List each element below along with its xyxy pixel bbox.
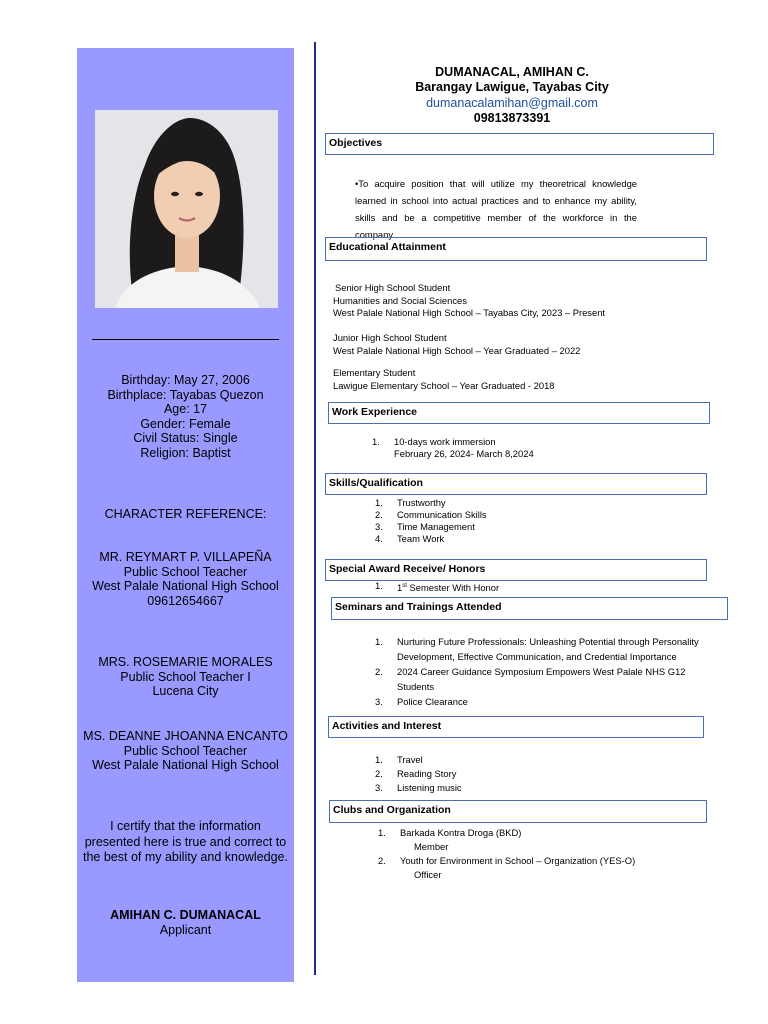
list-item [375, 781, 675, 795]
section-skills: Skills/Qualification [325, 473, 707, 495]
education-school: Lawigue Elementary School – Year Graduated - 2018 [333, 379, 555, 391]
section-activities: Activities and Interest [328, 716, 704, 738]
list-item [375, 634, 735, 649]
religion: Religion: Baptist [140, 445, 231, 460]
list-number: 1. [372, 436, 380, 447]
reference-position: Public School Teacher [123, 564, 248, 579]
list-item [375, 664, 735, 679]
section-clubs: Clubs and Organization [329, 800, 707, 823]
list-number: 3. [375, 782, 383, 793]
signatory-name: AMIHAN C. DUMANACAL [110, 908, 261, 922]
education-level: Senior High School Student [335, 282, 451, 293]
list-item [375, 767, 675, 781]
vertical-divider [314, 42, 316, 975]
list-number: 1. [375, 636, 383, 647]
list-number: 2. [375, 768, 383, 779]
list-item [375, 580, 675, 592]
birthplace: Birthplace: Tayabas Quezon [107, 387, 264, 402]
skills-list [375, 497, 675, 545]
list-number: 1. [375, 497, 383, 508]
applicant-name: DUMANACAL, AMIHAN C. [435, 65, 589, 79]
list-number: 1. [378, 827, 386, 838]
reference-heading [77, 507, 294, 522]
list-label: Reading Story [397, 768, 457, 779]
list-label: Team Work [397, 533, 445, 544]
sidebar [77, 48, 294, 982]
list-item-continued [375, 679, 735, 694]
award-ordinal-suffix: st [402, 583, 407, 589]
reference-name: MS. DEANNE JHOANNA ENCANTO [83, 729, 288, 743]
personal-info [77, 373, 294, 461]
section-education: Educational Attainment [325, 237, 707, 261]
clubs-list [378, 826, 698, 882]
education-school: West Palale National High School – Year Graduated – 2022 [333, 344, 581, 356]
education-elementary [333, 367, 555, 392]
reference-phone: 09612654667 [147, 593, 224, 608]
list-label: Communication Skills [397, 509, 487, 520]
applicant-address: Barangay Lawigue, Tayabas City [415, 80, 609, 94]
club-role: Officer [414, 869, 442, 880]
certification-line: the best of my ability and knowledge. [83, 850, 288, 864]
list-item [378, 826, 698, 840]
birthday: Birthday: May 27, 2006 [121, 373, 250, 387]
reference-heading-text: CHARACTER REFERENCE: [104, 507, 267, 521]
award-text: Semester With Honor [406, 582, 500, 594]
list-label [397, 580, 499, 594]
reference-school: West Palale National High School [92, 579, 279, 594]
education-senior [333, 282, 605, 320]
age: Age: 17 [163, 402, 208, 417]
education-level: Junior High School Student [333, 332, 447, 343]
list-item [375, 533, 675, 545]
objectives-text: •To acquire position that will utilize my theoretrical knowledge learned in school into actual practices and to enhance my ability, skills and be a competitive member of the workforce in the company. [355, 178, 637, 240]
list-label: Travel [397, 754, 423, 765]
education-level: Elementary Student [333, 367, 416, 378]
list-number: 3. [375, 521, 383, 532]
reference-position: Public School Teacher I [120, 669, 251, 684]
certification [77, 819, 294, 866]
gender: Gender: Female [140, 416, 231, 431]
list-label: Youth for Environment in School – Organization (YES-O) [400, 855, 636, 866]
list-label: 2024 Career Guidance Symposium Empowers West Palale NHS G12 [397, 666, 686, 677]
reference-school: West Palale National High School [92, 758, 279, 773]
reference-location: Lucena City [152, 684, 219, 699]
awards-list [375, 580, 675, 592]
list-item-continued [375, 649, 735, 664]
applicant-phone: 09813873391 [473, 111, 551, 125]
list-label: Listening music [397, 782, 462, 793]
list-number: 2. [378, 855, 386, 866]
list-item-role [378, 868, 698, 882]
list-number: 3. [375, 696, 383, 707]
work-list [372, 436, 672, 460]
seminars-list [375, 634, 735, 709]
list-number: 2. [375, 666, 383, 677]
civil-status: Civil Status: Single [133, 431, 238, 446]
section-seminars: Seminars and Trainings Attended [331, 597, 728, 620]
education-strand: Humanities and Social Sciences [333, 294, 467, 306]
certification-line: I certify that the information [110, 819, 261, 833]
list-label: Barkada Kontra Droga (BKD) [400, 827, 522, 838]
activities-list [375, 753, 675, 795]
list-label: Nurturing Future Professionals: Unleashing Potential through Personality [397, 636, 699, 647]
list-number: 1. [375, 580, 383, 591]
applicant-email[interactable]: dumanacalamihan@gmail.com [426, 96, 598, 110]
list-item [375, 521, 675, 533]
list-label: Police Clearance [397, 696, 468, 707]
education-school: West Palale National High School – Tayabas City, 2023 – Present [333, 307, 606, 319]
signature-line [92, 339, 279, 340]
list-item-role [378, 840, 698, 854]
list-label: Students [397, 681, 435, 692]
list-number: 1. [375, 754, 383, 765]
list-label: February 26, 2024- March 8,2024 [394, 448, 534, 459]
list-item [378, 854, 698, 868]
signatory-role: Applicant [159, 922, 212, 937]
reference-position: Public School Teacher [123, 743, 248, 758]
club-role: Member [414, 841, 449, 852]
reference-1 [77, 550, 294, 608]
list-item [375, 497, 675, 509]
section-work-experience: Work Experience [328, 402, 710, 424]
list-label: 10-days work immersion [394, 436, 496, 447]
list-number: 2. [375, 509, 383, 520]
list-item [375, 753, 675, 767]
award-ordinal: 1 [397, 582, 403, 594]
list-label: Time Management [397, 521, 475, 532]
list-item [372, 436, 672, 448]
list-label: Development, Effective Communication, and Credential Importance [397, 651, 677, 662]
reference-3 [77, 729, 294, 773]
reference-2 [77, 655, 294, 699]
profile-photo [95, 110, 278, 308]
section-objectives: Objectives [325, 133, 714, 155]
list-number: 4. [375, 533, 383, 544]
portrait-illustration [95, 110, 278, 308]
reference-name: MRS. ROSEMARIE MORALES [98, 655, 273, 669]
list-item [375, 694, 735, 709]
list-label: Trustworthy [397, 497, 446, 508]
education-junior [333, 332, 580, 357]
certification-line: presented here is true and correct to [84, 834, 287, 849]
list-item [375, 509, 675, 521]
signatory [77, 908, 294, 937]
list-item-detail [372, 448, 672, 460]
reference-name: MR. REYMART P. VILLAPEÑA [99, 550, 272, 564]
section-awards: Special Award Receive/ Honors [325, 559, 707, 581]
